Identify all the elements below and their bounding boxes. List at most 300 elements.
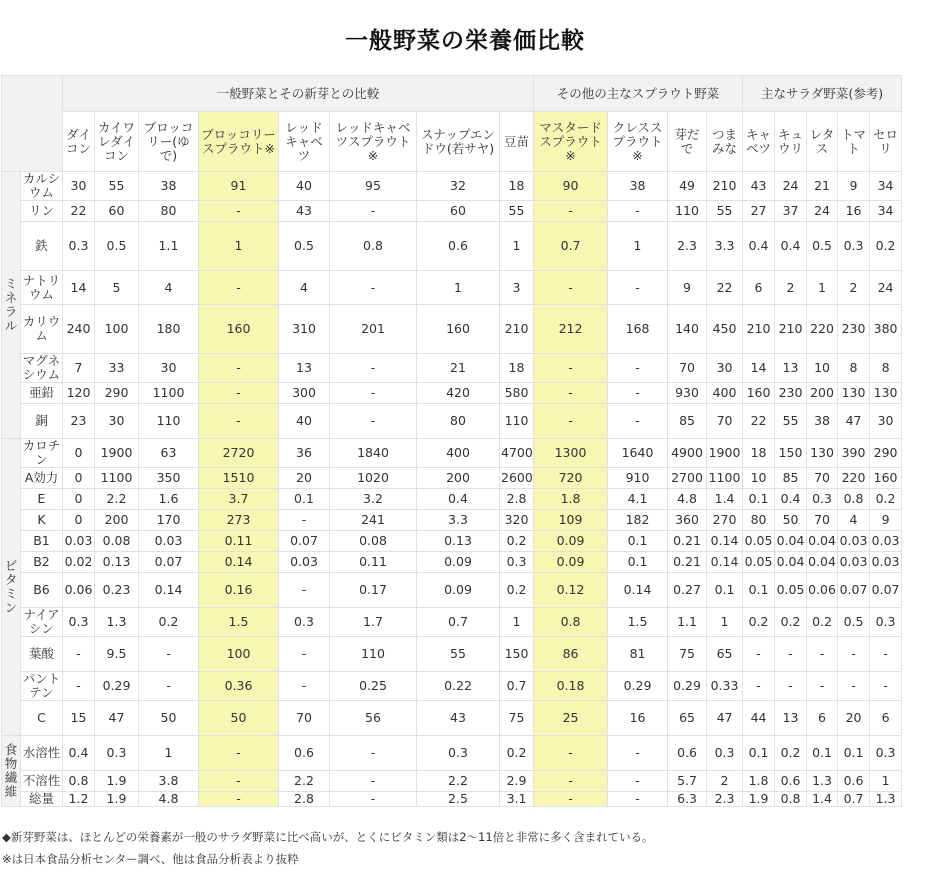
value-cell: - xyxy=(330,354,417,383)
value-cell: 100 xyxy=(199,637,279,672)
value-cell: 8 xyxy=(838,354,870,383)
value-cell: 0.3 xyxy=(838,222,870,271)
value-cell: 55 xyxy=(417,637,500,672)
value-cell: 1.7 xyxy=(330,608,417,637)
value-cell: - xyxy=(608,792,668,807)
value-cell: 0.05 xyxy=(775,573,807,608)
value-cell: 0.8 xyxy=(330,222,417,271)
value-cell: 47 xyxy=(707,701,743,736)
value-cell: 0.6 xyxy=(668,736,707,771)
row-label: E xyxy=(21,489,63,510)
value-cell: - xyxy=(199,404,279,439)
value-cell: 0.14 xyxy=(199,552,279,573)
value-cell: - xyxy=(199,736,279,771)
value-cell: 0.33 xyxy=(707,672,743,701)
value-cell: 0.5 xyxy=(95,222,139,271)
value-cell: 0.1 xyxy=(743,736,775,771)
value-cell: - xyxy=(534,271,608,305)
row-label: B2 xyxy=(21,552,63,573)
value-cell: 0.23 xyxy=(95,573,139,608)
value-cell: 0.4 xyxy=(743,222,775,271)
value-cell: 0 xyxy=(63,489,95,510)
value-cell: 170 xyxy=(139,510,199,531)
value-cell: 150 xyxy=(775,439,807,468)
value-cell: 0.4 xyxy=(417,489,500,510)
value-cell: 0.6 xyxy=(417,222,500,271)
value-cell: 140 xyxy=(668,305,707,354)
value-cell: 1900 xyxy=(707,439,743,468)
value-cell: - xyxy=(807,637,838,672)
column-header: レッドキャベツスプラウト※ xyxy=(330,112,417,172)
value-cell: 43 xyxy=(279,201,330,222)
value-cell: 14 xyxy=(743,354,775,383)
column-header: ダイコン xyxy=(63,112,95,172)
value-cell: 30 xyxy=(95,404,139,439)
value-cell: - xyxy=(330,792,417,807)
value-cell: 1.2 xyxy=(63,792,95,807)
value-cell: 20 xyxy=(838,701,870,736)
value-cell: 65 xyxy=(707,637,743,672)
value-cell: 21 xyxy=(807,172,838,201)
table-row xyxy=(2,531,930,552)
value-cell: - xyxy=(534,404,608,439)
value-cell: 22 xyxy=(743,404,775,439)
value-cell: 100 xyxy=(95,305,139,354)
value-cell: 9 xyxy=(668,271,707,305)
value-cell: - xyxy=(743,672,775,701)
value-cell: 1840 xyxy=(330,439,417,468)
value-cell: 110 xyxy=(500,404,534,439)
value-cell: 0.4 xyxy=(775,222,807,271)
column-header: カイワレダイコン xyxy=(95,112,139,172)
value-cell: 380 xyxy=(870,305,902,354)
value-cell: 2.3 xyxy=(707,792,743,807)
value-cell: 0.21 xyxy=(668,531,707,552)
value-cell: 109 xyxy=(534,510,608,531)
column-header: 豆苗 xyxy=(500,112,534,172)
table-row xyxy=(2,792,930,807)
value-cell: 0.14 xyxy=(139,573,199,608)
value-cell: - xyxy=(139,637,199,672)
row-label: 鉄 xyxy=(21,222,63,271)
value-cell: 0.2 xyxy=(139,608,199,637)
table-row xyxy=(2,552,930,573)
column-header: 芽だで xyxy=(668,112,707,172)
row-label: ナトリウム xyxy=(21,271,63,305)
value-cell: 55 xyxy=(95,172,139,201)
value-cell: 0.3 xyxy=(95,736,139,771)
row-label: カリウム xyxy=(21,305,63,354)
value-cell: 220 xyxy=(807,305,838,354)
value-cell: 1 xyxy=(807,271,838,305)
value-cell: 1.3 xyxy=(95,608,139,637)
group-header: その他の主なスプラウト野菜 xyxy=(534,76,743,112)
value-cell: 0.13 xyxy=(95,552,139,573)
value-cell: 18 xyxy=(500,172,534,201)
value-cell: 50 xyxy=(775,510,807,531)
value-cell: 2.2 xyxy=(279,771,330,792)
value-cell: - xyxy=(330,201,417,222)
value-cell: 0.03 xyxy=(838,552,870,573)
footnote-summary: ◆新芽野菜は、ほとんどの栄養素が一般のサラダ野菜に比べ高いが、とくにビタミン類は2～11倍と非常に多く含まれている。 xyxy=(2,830,654,844)
table-row xyxy=(2,172,930,201)
value-cell: 1.3 xyxy=(870,792,902,807)
value-cell: 0.22 xyxy=(417,672,500,701)
value-cell: - xyxy=(199,383,279,404)
value-cell: 0.04 xyxy=(775,552,807,573)
column-header: キュウリ xyxy=(775,112,807,172)
value-cell: 0.1 xyxy=(838,736,870,771)
value-cell: 1 xyxy=(707,608,743,637)
value-cell: 60 xyxy=(95,201,139,222)
value-cell: 0.7 xyxy=(417,608,500,637)
value-cell: 7 xyxy=(63,354,95,383)
value-cell: 38 xyxy=(139,172,199,201)
value-cell: 320 xyxy=(500,510,534,531)
row-label: A効力 xyxy=(21,468,63,489)
value-cell: 0.1 xyxy=(743,573,775,608)
value-cell: 0.13 xyxy=(417,531,500,552)
column-header: クレススプラウト※ xyxy=(608,112,668,172)
value-cell: 0.14 xyxy=(608,573,668,608)
value-cell: 50 xyxy=(139,701,199,736)
value-cell: 55 xyxy=(775,404,807,439)
value-cell: 20 xyxy=(279,468,330,489)
value-cell: 1.3 xyxy=(807,771,838,792)
value-cell: 47 xyxy=(95,701,139,736)
value-cell: 4.8 xyxy=(139,792,199,807)
value-cell: 0.1 xyxy=(608,531,668,552)
value-cell: 30 xyxy=(139,354,199,383)
value-cell: 0.03 xyxy=(870,531,902,552)
column-header: ブロッコリー(ゆで) xyxy=(139,112,199,172)
value-cell: 13 xyxy=(775,354,807,383)
value-cell: 0.3 xyxy=(500,552,534,573)
value-cell: 210 xyxy=(707,172,743,201)
value-cell: - xyxy=(608,354,668,383)
value-cell: 0.03 xyxy=(838,531,870,552)
value-cell: 1640 xyxy=(608,439,668,468)
value-cell: 160 xyxy=(743,383,775,404)
value-cell: 0.09 xyxy=(417,573,500,608)
table-row xyxy=(2,439,930,468)
value-cell: 0.1 xyxy=(743,489,775,510)
value-cell: 580 xyxy=(500,383,534,404)
value-cell: 43 xyxy=(743,172,775,201)
page-title: 一般野菜の栄養価比較 xyxy=(345,28,585,54)
value-cell: 0.7 xyxy=(838,792,870,807)
row-label: 亜鉛 xyxy=(21,383,63,404)
group-header: 主なサラダ野菜(参考) xyxy=(743,76,902,112)
value-cell: 0.1 xyxy=(807,736,838,771)
value-cell: 27 xyxy=(743,201,775,222)
value-cell: 200 xyxy=(417,468,500,489)
value-cell: - xyxy=(330,736,417,771)
table-row xyxy=(2,305,930,354)
value-cell: 40 xyxy=(279,172,330,201)
value-cell: 0.3 xyxy=(63,222,95,271)
value-cell: 0.03 xyxy=(63,531,95,552)
value-cell: 0.08 xyxy=(330,531,417,552)
value-cell: - xyxy=(775,672,807,701)
value-cell: - xyxy=(330,771,417,792)
value-cell: 0.27 xyxy=(668,573,707,608)
value-cell: 1100 xyxy=(95,468,139,489)
value-cell: 2 xyxy=(707,771,743,792)
value-cell: 0.2 xyxy=(743,608,775,637)
value-cell: 0.09 xyxy=(534,552,608,573)
value-cell: 25 xyxy=(534,701,608,736)
value-cell: 270 xyxy=(707,510,743,531)
value-cell: 2720 xyxy=(199,439,279,468)
value-cell: 65 xyxy=(668,701,707,736)
value-cell: 0.2 xyxy=(775,608,807,637)
value-cell: 2.8 xyxy=(500,489,534,510)
value-cell: 0.4 xyxy=(775,489,807,510)
value-cell: 0.02 xyxy=(63,552,95,573)
value-cell: 16 xyxy=(608,701,668,736)
value-cell: 60 xyxy=(417,201,500,222)
row-label: 葉酸 xyxy=(21,637,63,672)
value-cell: 36 xyxy=(279,439,330,468)
value-cell: 38 xyxy=(608,172,668,201)
value-cell: - xyxy=(608,771,668,792)
value-cell: - xyxy=(608,271,668,305)
value-cell: 0.17 xyxy=(330,573,417,608)
value-cell: 110 xyxy=(668,201,707,222)
value-cell: 130 xyxy=(838,383,870,404)
value-cell: - xyxy=(199,271,279,305)
value-cell: 3.3 xyxy=(707,222,743,271)
value-cell: - xyxy=(199,771,279,792)
category-label: 食物繊維 xyxy=(4,742,18,799)
value-cell: 0.29 xyxy=(668,672,707,701)
table-row xyxy=(2,404,930,439)
value-cell: 33 xyxy=(95,354,139,383)
value-cell: 75 xyxy=(668,637,707,672)
value-cell: 0.04 xyxy=(807,531,838,552)
value-cell: 0.6 xyxy=(279,736,330,771)
table-row xyxy=(2,383,930,404)
value-cell: 720 xyxy=(534,468,608,489)
value-cell: 40 xyxy=(279,404,330,439)
value-cell: 0.1 xyxy=(279,489,330,510)
value-cell: 0.6 xyxy=(775,771,807,792)
value-cell: 0 xyxy=(63,439,95,468)
value-cell: 1 xyxy=(500,222,534,271)
table-row xyxy=(2,201,930,222)
value-cell: 24 xyxy=(807,201,838,222)
row-label: 水溶性 xyxy=(21,736,63,771)
value-cell: 56 xyxy=(330,701,417,736)
value-cell: 160 xyxy=(870,468,902,489)
table-row xyxy=(2,608,930,637)
value-cell: 3.1 xyxy=(500,792,534,807)
value-cell: 0.03 xyxy=(279,552,330,573)
value-cell: 4700 xyxy=(500,439,534,468)
value-cell: - xyxy=(534,383,608,404)
row-label: B6 xyxy=(21,573,63,608)
value-cell: 0.5 xyxy=(279,222,330,271)
value-cell: 0.11 xyxy=(199,531,279,552)
value-cell: - xyxy=(330,404,417,439)
value-cell: 0.5 xyxy=(838,608,870,637)
value-cell: 1.1 xyxy=(668,608,707,637)
value-cell: 3 xyxy=(500,271,534,305)
value-cell: 0.06 xyxy=(63,573,95,608)
value-cell: 0.2 xyxy=(500,531,534,552)
value-cell: 0.8 xyxy=(838,489,870,510)
value-cell: 43 xyxy=(417,701,500,736)
value-cell: 80 xyxy=(417,404,500,439)
value-cell: 23 xyxy=(63,404,95,439)
column-header: セロリ xyxy=(870,112,902,172)
value-cell: 8 xyxy=(870,354,902,383)
value-cell: 210 xyxy=(743,305,775,354)
value-cell: 6 xyxy=(807,701,838,736)
value-cell: 1.9 xyxy=(743,792,775,807)
value-cell: 10 xyxy=(743,468,775,489)
value-cell: - xyxy=(608,201,668,222)
value-cell: 63 xyxy=(139,439,199,468)
value-cell: 310 xyxy=(279,305,330,354)
value-cell: 44 xyxy=(743,701,775,736)
value-cell: 4.8 xyxy=(668,489,707,510)
table-row xyxy=(2,510,930,531)
value-cell: 110 xyxy=(139,404,199,439)
value-cell: 38 xyxy=(807,404,838,439)
value-cell: 81 xyxy=(608,637,668,672)
value-cell: 0.2 xyxy=(870,489,902,510)
value-cell: 2.2 xyxy=(95,489,139,510)
nutrition-table xyxy=(1,75,930,807)
value-cell: - xyxy=(139,672,199,701)
value-cell: 1.5 xyxy=(199,608,279,637)
value-cell: 0 xyxy=(63,510,95,531)
table-row xyxy=(2,771,930,792)
value-cell: 180 xyxy=(139,305,199,354)
value-cell: 230 xyxy=(838,305,870,354)
value-cell: 150 xyxy=(500,637,534,672)
value-cell: 3.3 xyxy=(417,510,500,531)
table-row xyxy=(2,489,930,510)
category-cell-mineral xyxy=(2,172,21,439)
value-cell: 1100 xyxy=(139,383,199,404)
value-cell: 0.07 xyxy=(139,552,199,573)
value-cell: 420 xyxy=(417,383,500,404)
value-cell: 49 xyxy=(668,172,707,201)
value-cell: 212 xyxy=(534,305,608,354)
value-cell: 0.16 xyxy=(199,573,279,608)
value-cell: 0.09 xyxy=(534,531,608,552)
value-cell: 450 xyxy=(707,305,743,354)
value-cell: - xyxy=(838,672,870,701)
value-cell: 400 xyxy=(417,439,500,468)
footnotes xyxy=(2,826,654,870)
value-cell: 0.18 xyxy=(534,672,608,701)
value-cell: 182 xyxy=(608,510,668,531)
category-cell-vitamin xyxy=(2,439,21,736)
value-cell: 290 xyxy=(95,383,139,404)
value-cell: - xyxy=(279,672,330,701)
value-cell: 1.9 xyxy=(95,792,139,807)
value-cell: 1.8 xyxy=(534,489,608,510)
value-cell: - xyxy=(870,672,902,701)
value-cell: 1300 xyxy=(534,439,608,468)
value-cell: 110 xyxy=(330,637,417,672)
value-cell: 0.07 xyxy=(279,531,330,552)
value-cell: 910 xyxy=(608,468,668,489)
value-cell: 2.8 xyxy=(279,792,330,807)
value-cell: 70 xyxy=(707,404,743,439)
value-cell: 6.3 xyxy=(668,792,707,807)
value-cell: 2.9 xyxy=(500,771,534,792)
column-header: スナップエンドウ(若サヤ) xyxy=(417,112,500,172)
value-cell: 1 xyxy=(500,608,534,637)
value-cell: 1 xyxy=(870,771,902,792)
value-cell: - xyxy=(279,637,330,672)
value-cell: 160 xyxy=(199,305,279,354)
value-cell: 3.7 xyxy=(199,489,279,510)
value-cell: 390 xyxy=(838,439,870,468)
value-cell: 2.2 xyxy=(417,771,500,792)
value-cell: 0.7 xyxy=(500,672,534,701)
value-cell: 91 xyxy=(199,172,279,201)
value-cell: 30 xyxy=(870,404,902,439)
value-cell: 201 xyxy=(330,305,417,354)
value-cell: 0.2 xyxy=(870,222,902,271)
value-cell: 930 xyxy=(668,383,707,404)
value-cell: 14 xyxy=(63,271,95,305)
value-cell: 75 xyxy=(500,701,534,736)
value-cell: 6 xyxy=(870,701,902,736)
value-cell: 55 xyxy=(500,201,534,222)
value-cell: 1100 xyxy=(707,468,743,489)
value-cell: 0.5 xyxy=(807,222,838,271)
value-cell: - xyxy=(838,637,870,672)
value-cell: - xyxy=(608,736,668,771)
value-cell: 13 xyxy=(279,354,330,383)
value-cell: 350 xyxy=(139,468,199,489)
value-cell: 18 xyxy=(500,354,534,383)
value-cell: 3.2 xyxy=(330,489,417,510)
category-cell-fiber xyxy=(2,736,21,807)
value-cell: 86 xyxy=(534,637,608,672)
table-row xyxy=(2,736,930,771)
value-cell: 0.3 xyxy=(63,608,95,637)
column-header: ブロッコリースプラウト※ xyxy=(199,112,279,172)
value-cell: 0 xyxy=(63,468,95,489)
value-cell: - xyxy=(279,510,330,531)
row-label: 不溶性 xyxy=(21,771,63,792)
table-row xyxy=(2,354,930,383)
value-cell: 0.2 xyxy=(775,736,807,771)
value-cell: 4 xyxy=(838,510,870,531)
value-cell: 0.25 xyxy=(330,672,417,701)
value-cell: 95 xyxy=(330,172,417,201)
value-cell: 30 xyxy=(63,172,95,201)
value-cell: 0.07 xyxy=(870,573,902,608)
value-cell: 1510 xyxy=(199,468,279,489)
value-cell: 200 xyxy=(807,383,838,404)
value-cell: 21 xyxy=(417,354,500,383)
value-cell: - xyxy=(534,736,608,771)
value-cell: 90 xyxy=(534,172,608,201)
row-label: K xyxy=(21,510,63,531)
value-cell: 24 xyxy=(775,172,807,201)
value-cell: 0.36 xyxy=(199,672,279,701)
value-cell: 1 xyxy=(608,222,668,271)
